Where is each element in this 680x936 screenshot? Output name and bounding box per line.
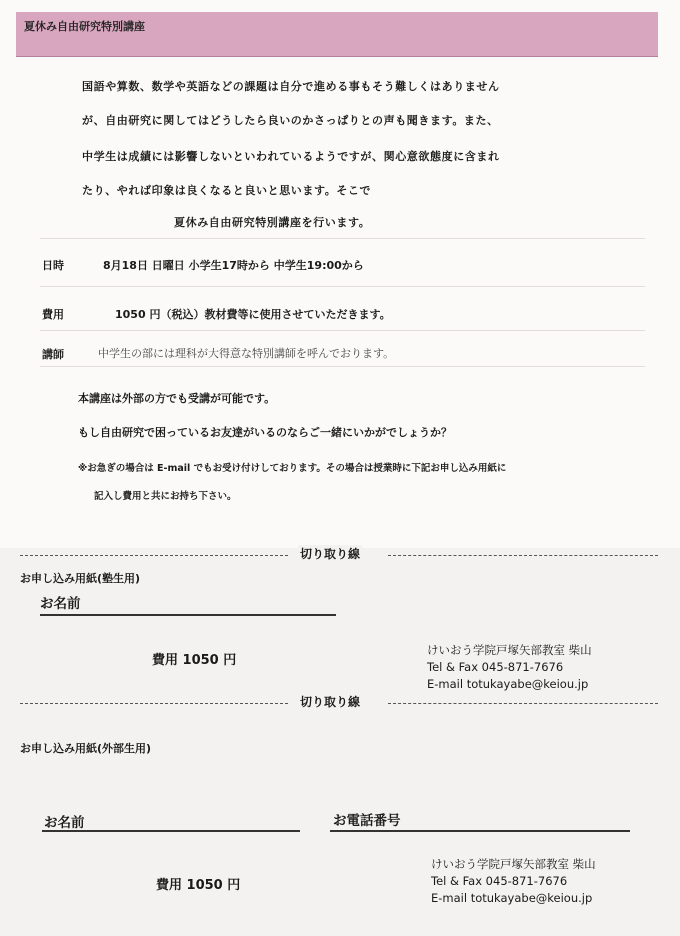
form2-phone-label: お電話番号 (333, 813, 401, 829)
form1-title: お申し込み用紙(塾生用) (20, 572, 141, 585)
intro-line-4: たり、やれば印象は良くなると良いと思います。そこで (82, 184, 372, 197)
cut-line (388, 703, 658, 704)
cut-line (20, 555, 288, 556)
form2-phone-field[interactable] (330, 830, 630, 832)
form1-contact (427, 642, 592, 693)
header-banner (16, 12, 658, 57)
cut-line (20, 703, 288, 704)
intro-line-1: 国語や算数、数学や英語などの課題は自分で進める事もそう難しくはありません (82, 80, 500, 93)
form2-school: けいおう学院戸塚矢部教室 柴山 (431, 857, 596, 871)
header-title: 夏休み自由研究特別講座 (24, 20, 145, 33)
note-external-ok: 本講座は外部の方でも受講が可能です。 (78, 392, 276, 405)
form2-name-field[interactable] (42, 830, 300, 832)
note-invite: もし自由研究で困っているお友達がいるのならご一緒にいかがでしょうか？ (78, 426, 452, 439)
form1-name-label: お名前 (40, 596, 81, 612)
fee-label: 費用 (42, 308, 64, 321)
row-divider (40, 286, 645, 287)
note-bring-fee: 記入し費用と共にお持ち下さい。 (94, 491, 237, 502)
form1-name-field[interactable] (40, 614, 336, 616)
row-divider (40, 238, 645, 239)
form1-school: けいおう学院戸塚矢部教室 柴山 (427, 643, 592, 657)
cut-line (388, 555, 658, 556)
form2-fee: 費用 1050 円 (156, 878, 241, 893)
lecturer-label: 講師 (42, 348, 64, 361)
fee-value: 1050 円（税込）教材費等に使用させていただきます。 (115, 308, 391, 321)
lecturer-value: 中学生の部には理科が大得意な特別講師を呼んでおります。 (98, 347, 395, 360)
datetime-label: 日時 (42, 259, 64, 272)
cut-line-label: 切り取り線 (300, 547, 361, 561)
intro-tagline: 夏休み自由研究特別講座を行います。 (174, 216, 371, 229)
note-email: ※お急ぎの場合は E-mail でもお受け付けしております。その場合は授業時に下記お申し込み用紙に (78, 463, 507, 474)
form1-fee: 費用 1050 円 (152, 653, 237, 668)
form2-contact (431, 856, 596, 907)
cut-line-label: 切り取り線 (300, 695, 361, 709)
form1-email: E-mail totukayabe@keiou.jp (427, 677, 589, 691)
form2-email: E-mail totukayabe@keiou.jp (431, 891, 593, 905)
form2-title: お申し込み用紙(外部生用) (20, 742, 152, 755)
row-divider (40, 330, 645, 331)
form1-tel: Tel & Fax 045-871-7676 (427, 660, 564, 674)
row-divider (40, 366, 645, 367)
form2-name-label: お名前 (44, 815, 85, 831)
intro-line-3: 中学生は成績には影響しないといわれているようですが、関心意欲態度に含まれ (82, 150, 500, 163)
form2-tel: Tel & Fax 045-871-7676 (431, 874, 568, 888)
datetime-value: 8月18日 日曜日 小学生17時から 中学生19:00から (103, 259, 364, 272)
intro-line-2: が、自由研究に関してはどうしたら良いのかさっぱりとの声も聞きます。また、 (82, 114, 499, 127)
